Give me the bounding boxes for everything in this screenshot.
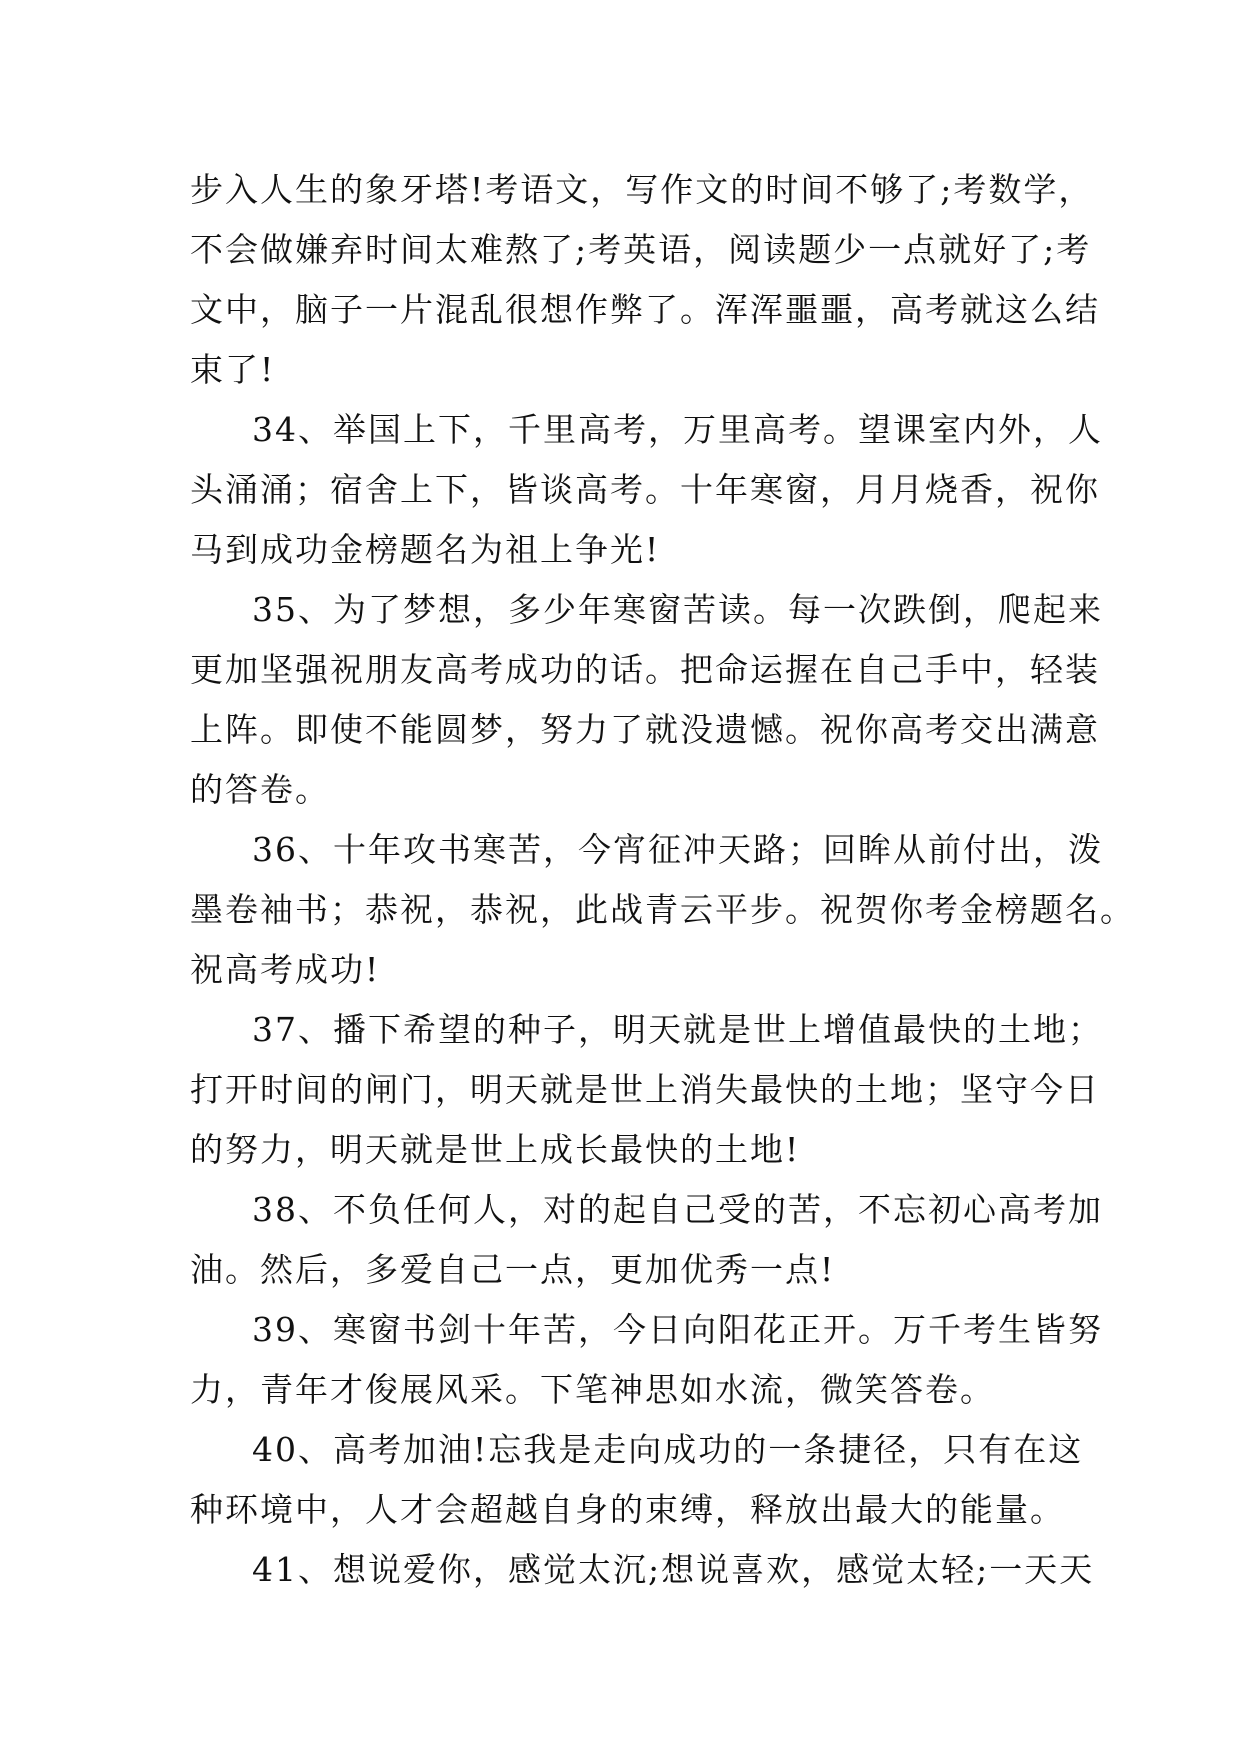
- paragraph: [190, 1420, 1084, 1540]
- text-line: 头涌涌；宿舍上下，皆谈高考。十年寒窗，月月烧香，祝你: [190, 470, 1100, 509]
- text-line: 打开时间的闸门，明天就是世上消失最快的土地；坚守今日: [190, 1070, 1100, 1109]
- text-line: 束了!: [190, 350, 276, 389]
- text-line: 37、播下希望的种子，明天就是世上增值最快的土地；: [252, 1010, 1103, 1049]
- text-line: 油。然后，多爱自己一点，更加优秀一点!: [190, 1250, 836, 1289]
- text-line: 墨卷袖书；恭祝，恭祝，此战青云平步。祝贺你考金榜题名。: [190, 890, 1135, 929]
- text-line: 39、寒窗书剑十年苦，今日向阳花正开。万千考生皆努: [252, 1310, 1103, 1349]
- text-line: 文中，脑子一片混乱很想作弊了。浑浑噩噩，高考就这么结: [190, 290, 1100, 329]
- paragraph: [190, 820, 1135, 1000]
- text-line: 种环境中，人才会超越自身的束缚，释放出最大的能量。: [190, 1490, 1065, 1529]
- text-line: 35、为了梦想，多少年寒窗苦读。每一次跌倒，爬起来: [252, 590, 1103, 629]
- paragraph: [190, 580, 1103, 820]
- text-line: 40、高考加油!忘我是走向成功的一条捷径，只有在这: [252, 1430, 1084, 1469]
- text-line: 力，青年才俊展风采。下笔神思如水流，微笑答卷。: [190, 1370, 995, 1409]
- paragraph: [190, 1000, 1103, 1180]
- text-line: 更加坚强祝朋友高考成功的话。把命运握在自己手中，轻装: [190, 650, 1100, 689]
- text-line: 的努力，明天就是世上成长最快的土地!: [190, 1130, 801, 1169]
- text-line: 38、不负任何人，对的起自己受的苦，不忘初心高考加: [252, 1190, 1103, 1229]
- text-line: 马到成功金榜题名为祖上争光!: [190, 530, 661, 569]
- text-line: 的答卷。: [190, 770, 330, 809]
- paragraph: [190, 400, 1103, 580]
- document-body: [190, 160, 1135, 1600]
- paragraph: [190, 160, 1100, 400]
- paragraph: [190, 1300, 1103, 1420]
- text-line: 36、十年攻书寒苦，今宵征冲天路；回眸从前付出，泼: [252, 830, 1103, 869]
- text-line: 34、举国上下，千里高考，万里高考。望课室内外，人: [252, 410, 1103, 449]
- paragraph: [190, 1540, 1095, 1600]
- text-line: 步入人生的象牙塔!考语文，写作文的时间不够了;考数学，: [190, 170, 1094, 209]
- text-line: 不会做嫌弃时间太难熬了;考英语，阅读题少一点就好了;考: [190, 230, 1092, 269]
- paragraph: [190, 1180, 1103, 1300]
- text-line: 祝高考成功!: [190, 950, 381, 989]
- text-line: 41、想说爱你，感觉太沉;想说喜欢，感觉太轻;一天天: [252, 1550, 1095, 1589]
- text-line: 上阵。即使不能圆梦，努力了就没遗憾。祝你高考交出满意: [190, 710, 1100, 749]
